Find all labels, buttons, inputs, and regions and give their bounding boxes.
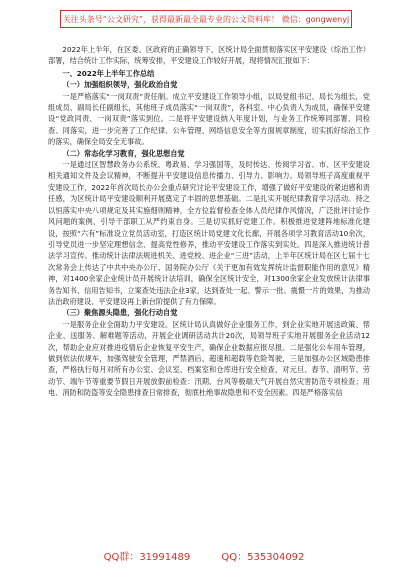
document-page <box>48 44 370 540</box>
intro-paragraph: 2022年上半年，在区委、区政府的正确领导下，区统计局全面贯彻落实区平安建设（综治工作）部署，结合统计工作实际，统筹安排，平安建设工作较好开展，现将情况汇报如下： <box>48 45 370 66</box>
section-heading: 一、2022年上半年工作总结 <box>62 68 155 78</box>
subsection-heading-1: （一）加强组织领导，强化政治自觉 <box>62 80 178 90</box>
subsection-body-1: 一是严格落实“一岗双责”责任制。成立平安建设工作领导小组，以局党组书记、局长为组长，党组成员、副局长任副组长，其他班子成员落实“一岗双责”，各科室、中心负责人为成员，确保平安建设“党政同责、一岗双责”落实到位。二是将平安建设纳入年度计划，与业务工作统筹同部署、同检查、同落实，进一步完善了工作纪律、公车管理、网络信息安全等方面规章制度，切实抓好综治工作的落实，确保全局安全无事故。 <box>48 91 370 147</box>
footer-qq-group: QQ群：31991489 <box>103 552 191 563</box>
subsection-body-3: 一是服务企业全面助力平安建设。区统计局认真做好企业服务工作，到企业实地开展送政策、帮企业、送服务、解难题等活动，开展企业调研活动共计20次，局领导班子实地开展服务企业活动12次，帮助企业应对推进疫情后企业恢复平安生产，确保企业数据应报尽报。二是强化公车用车管理，做到依法依规车，加强驾驶安全管理，严禁酒后、超速和超载等危险驾驶，三是加强办公区域隐患排查，严格执行每月对所有办公室、会议室、档案室和仓库进行安全检查，对元旦、春节、清明节、劳动节、端午节等重要节假日开展放假前检查：汛期、台风等极端天气开展自然灾害防范专项检查；用电、消防和防盗等安全隐患排查日常排查，彻底杜绝事故隐患和不安全因素。四是严格落实信 <box>48 319 370 398</box>
subsection-body-2: 一是通过区智慧政务办公系统、粤政易、学习强国等，及时传达、传阅学习省、市、区平安建设相关通知文件及会议精神，不断提升平安建设信息传播力、引导力、影响力。局领导班子高度重视平安建设工作，2022年首次局长办公会重点研究讨论平安建设工作，增强了做好平安建设的紧迫感和责任感，为区统计局平安建设顺利开展奠定了丰固的思想基础。二是扎实开展纪律教育学习活动。持之以恒落实中央八项规定及其实施细则精神，全方位监督检查全体人员纪律作风情况，广泛批评讨论作风问题的案例，引导干部职工从严约束自身。三是切实抓好党建工作。积极推进党建阵地标准化建设，按照“六有”标准设立党员活动室，打造区统计局党建文化长廊，开展各项学习教育活动10余次，引导党员进一步坚定理想信念、提高党性修养，推动平安建设工作落实到实处。四是深入推进统计普法学习宣传。推动统计法律法规进机关、进党校、进企业“三进”活动，上半年区统计局在区七届十七次常务会上传达了中共中央办公厅、国务院办公厅《关于更加有效发挥统计监督职能作用的意见》精神，对1400余家企业统计员开展统计法培训，确保全区统计安全，对1300余家企业发放统计法律事务告知书、信用告知书，立案查处违法企业3家，达到查处一起、警示一批、震慑一片的效果，为推动法治政府建设、平安建设再上新台阶提供了有力保障。 <box>48 160 370 306</box>
footer-qq: QQ：535304092 <box>221 552 305 563</box>
subsection-heading-2: （二）常态化学习教育，强化思想自觉 <box>62 148 185 158</box>
top-banner: 关注头条号“公文研究”，获得最新最全最专业的公文资料库！ 微信：gongwenyj <box>60 10 352 28</box>
subsection-heading-3: （三）聚焦源头隐患，强化行动自觉 <box>62 308 178 318</box>
footer-contact <box>0 548 408 568</box>
